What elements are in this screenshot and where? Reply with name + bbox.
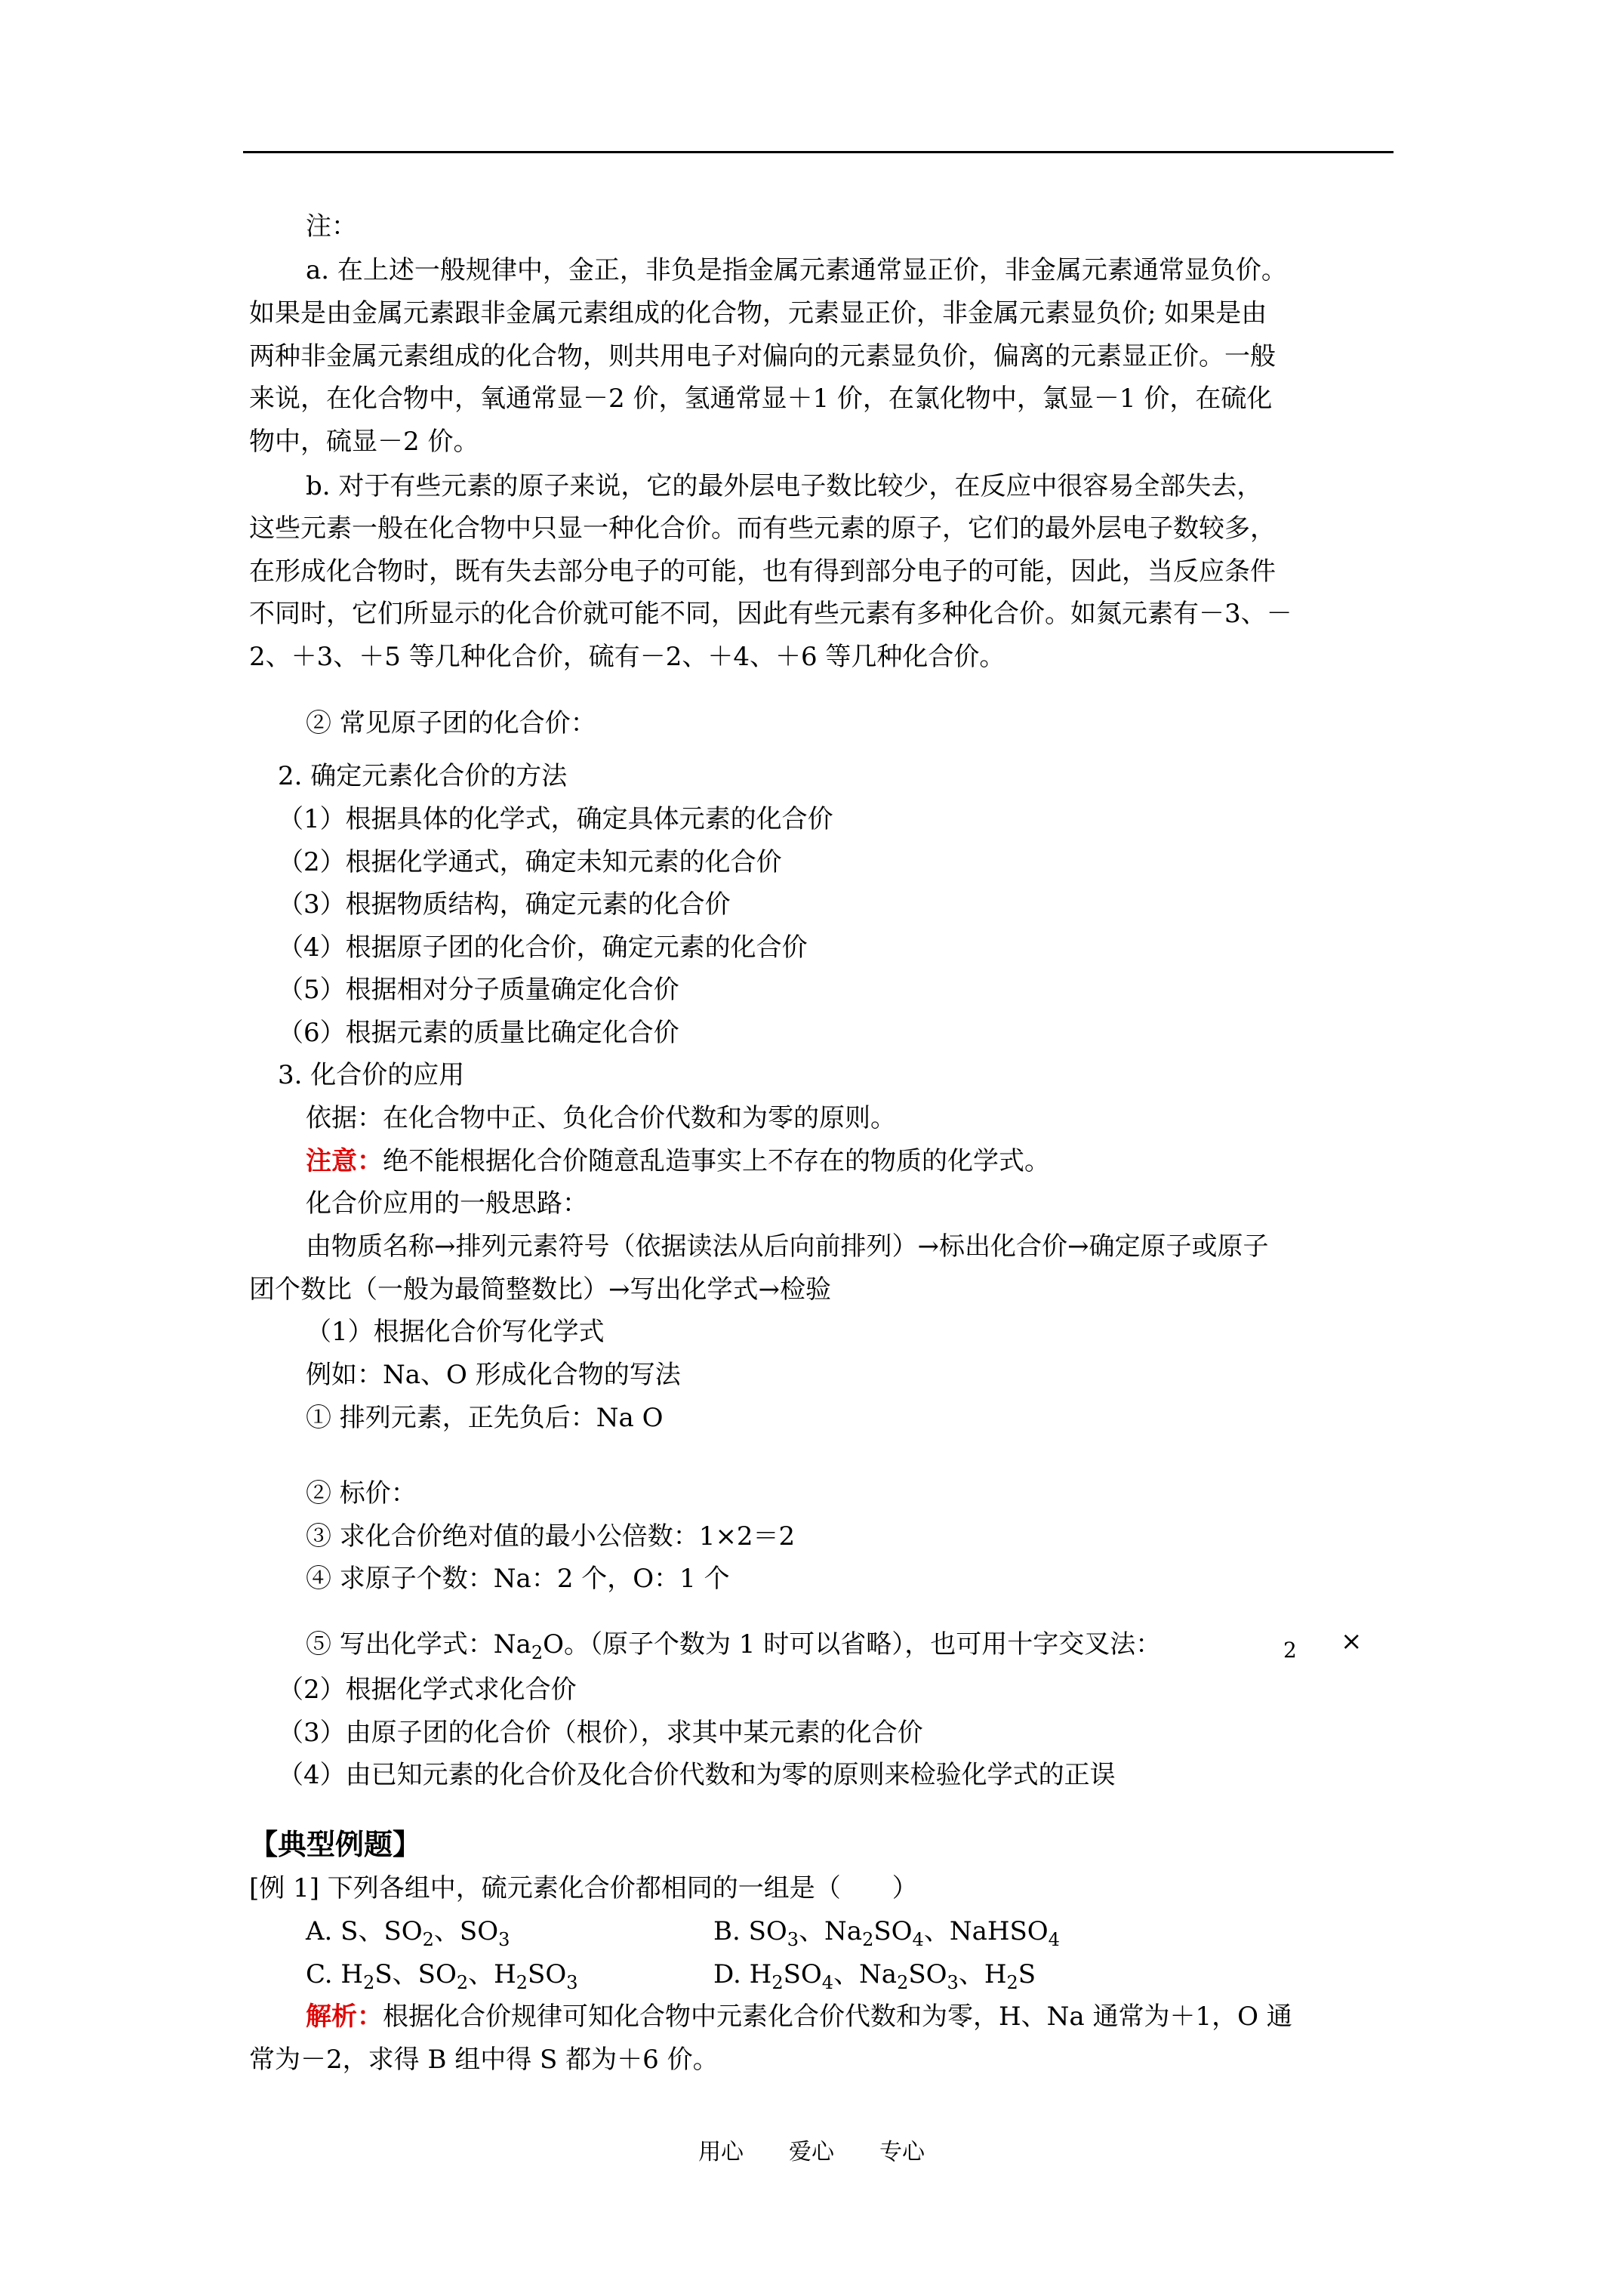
analysis-line: 常为－2，求得 B 组中得 S 都为＋6 价。 [249, 2045, 719, 2075]
method-item: （6）根据元素的质量比确定化合价 [278, 1018, 679, 1048]
method-item: （3）根据物质结构，确定元素的化合价 [278, 889, 731, 920]
note-b-line: 这些元素一般在化合物中只显一种化合价。而有些元素的原子，它们的最外层电子数较多， [249, 513, 1276, 544]
common-groups-heading: ② 常见原子团的化合价： [306, 708, 596, 738]
note-b-line: 2、＋3、＋5 等几种化合价，硫有－2、＋4、＋6 等几种化合价。 [249, 642, 1006, 672]
option-d: D. $H_2SO_4$、$Na_2SO_3$、$H_2S$ [713, 1959, 1036, 1993]
note-b-line: 不同时，它们所显示的化合价就可能不同，因此有些元素有多种化合价。如氮元素有－3、－ [249, 599, 1292, 629]
option-c: C. $H_2S$、$SO_2$、$H_2SO_3$ [306, 1959, 578, 1993]
idea-title: 化合价应用的一般思路： [306, 1188, 588, 1219]
note-b-line: b. 对于有些元素的原子来说，它的最外层电子数比较少，在反应中很容易全部失去， [306, 471, 1263, 501]
method-item: （2）根据化学通式，确定未知元素的化合价 [278, 847, 782, 877]
option-a: A. S、$SO_2$、$SO_3$ [306, 1916, 510, 1950]
warning-text: 绝不能根据化合价随意乱造事实上不存在的物质的化学式。 [383, 1146, 1050, 1176]
step5-post: O。（原子个数为 1 时可以省略），也可用十字交叉法： [543, 1629, 1162, 1660]
cross-subscript: 2 [1283, 1638, 1297, 1663]
step5-pre: ⑤ 写出化学式：Na [306, 1629, 531, 1660]
method-item: （1）根据具体的化学式，确定具体元素的化合价 [278, 804, 833, 834]
idea-line: 由物质名称→排列元素符号（依据读法从后向前排列）→标出化合价→确定原子或原子 [306, 1231, 1269, 1262]
step-line: ① 排列元素，正先负后：Na O [306, 1403, 664, 1433]
option-b: B. $SO_3$、$Na_2SO_4$、NaHSO$_4$ [713, 1916, 1060, 1950]
examples-title: 【典型例题】 [249, 1827, 422, 1861]
note-title: 注： [306, 211, 357, 242]
question-1: [例 1] 下列各组中，硫元素化合价都相同的一组是（ ） [249, 1873, 918, 1903]
warning-label: 注意： [306, 1146, 383, 1176]
note-a-line: 来说，在化合物中，氧通常显－2 价，氢通常显＋1 价，在氯化物中，氯显－1 价，在硫化 [249, 384, 1273, 414]
step-line: ② 标价： [306, 1478, 417, 1509]
sub-heading: （4）由已知元素的化合价及化合价代数和为零的原则来检验化学式的正误 [278, 1760, 1116, 1790]
sub-heading: （3）由原子团的化合价（根价），求其中某元素的化合价 [278, 1718, 923, 1748]
application-basis: 依据：在化合物中正、负化合价代数和为零的原则。 [306, 1103, 896, 1133]
step5-sub: 2 [531, 1641, 544, 1663]
note-a-line: a. 在上述一般规律中，金正，非负是指金属元素通常显正价，非金属元素通常显负价。 [306, 255, 1287, 285]
note-b-line: 在形成化合物时，既有失去部分电子的可能，也有得到部分电子的可能，因此，当反应条件 [249, 556, 1276, 587]
sub-heading: （1）根据化合价写化学式 [306, 1317, 605, 1347]
note-a-line: 物中，硫显－2 价。 [249, 427, 479, 457]
note-a-line: 如果是由金属元素跟非金属元素组成的化合物，元素显正价，非金属元素显负价; 如果是由 [249, 298, 1267, 328]
application-title: 3. 化合价的应用 [278, 1060, 465, 1090]
header-rule [243, 151, 1394, 153]
note-a-line: 两种非金属元素组成的化合物，则共用电子对偏向的元素显负价，偏离的元素显正价。一般 [249, 341, 1276, 371]
method-item: （4）根据原子团的化合价，确定元素的化合价 [278, 932, 808, 963]
sub-heading: （2）根据化学式求化合价 [278, 1675, 577, 1705]
analysis-text: 根据化合价规律可知化合物中元素化合价代数和为零，H、Na 通常为＋1，O 通 [383, 2002, 1292, 2032]
step-line-5 [306, 1623, 1453, 1674]
step-line: ④ 求原子个数：Na：2 个，O：1 个 [306, 1564, 730, 1594]
page-footer: 用心 爱心 专心 [698, 2139, 925, 2165]
analysis-label: 解析： [306, 2002, 383, 2032]
cross-symbol: × [1341, 1626, 1363, 1657]
step-line: ③ 求化合价绝对值的最小公倍数：1×2＝2 [306, 1521, 796, 1552]
method-item: （5）根据相对分子质量确定化合价 [278, 975, 679, 1005]
example-line: 例如：Na、O 形成化合物的写法 [306, 1360, 681, 1390]
application-warning [306, 1140, 1453, 1182]
idea-line: 团个数比（一般为最简整数比）→写出化学式→检验 [249, 1274, 831, 1305]
analysis-line [306, 1996, 1453, 2038]
methods-title: 2. 确定元素化合价的方法 [278, 761, 568, 791]
